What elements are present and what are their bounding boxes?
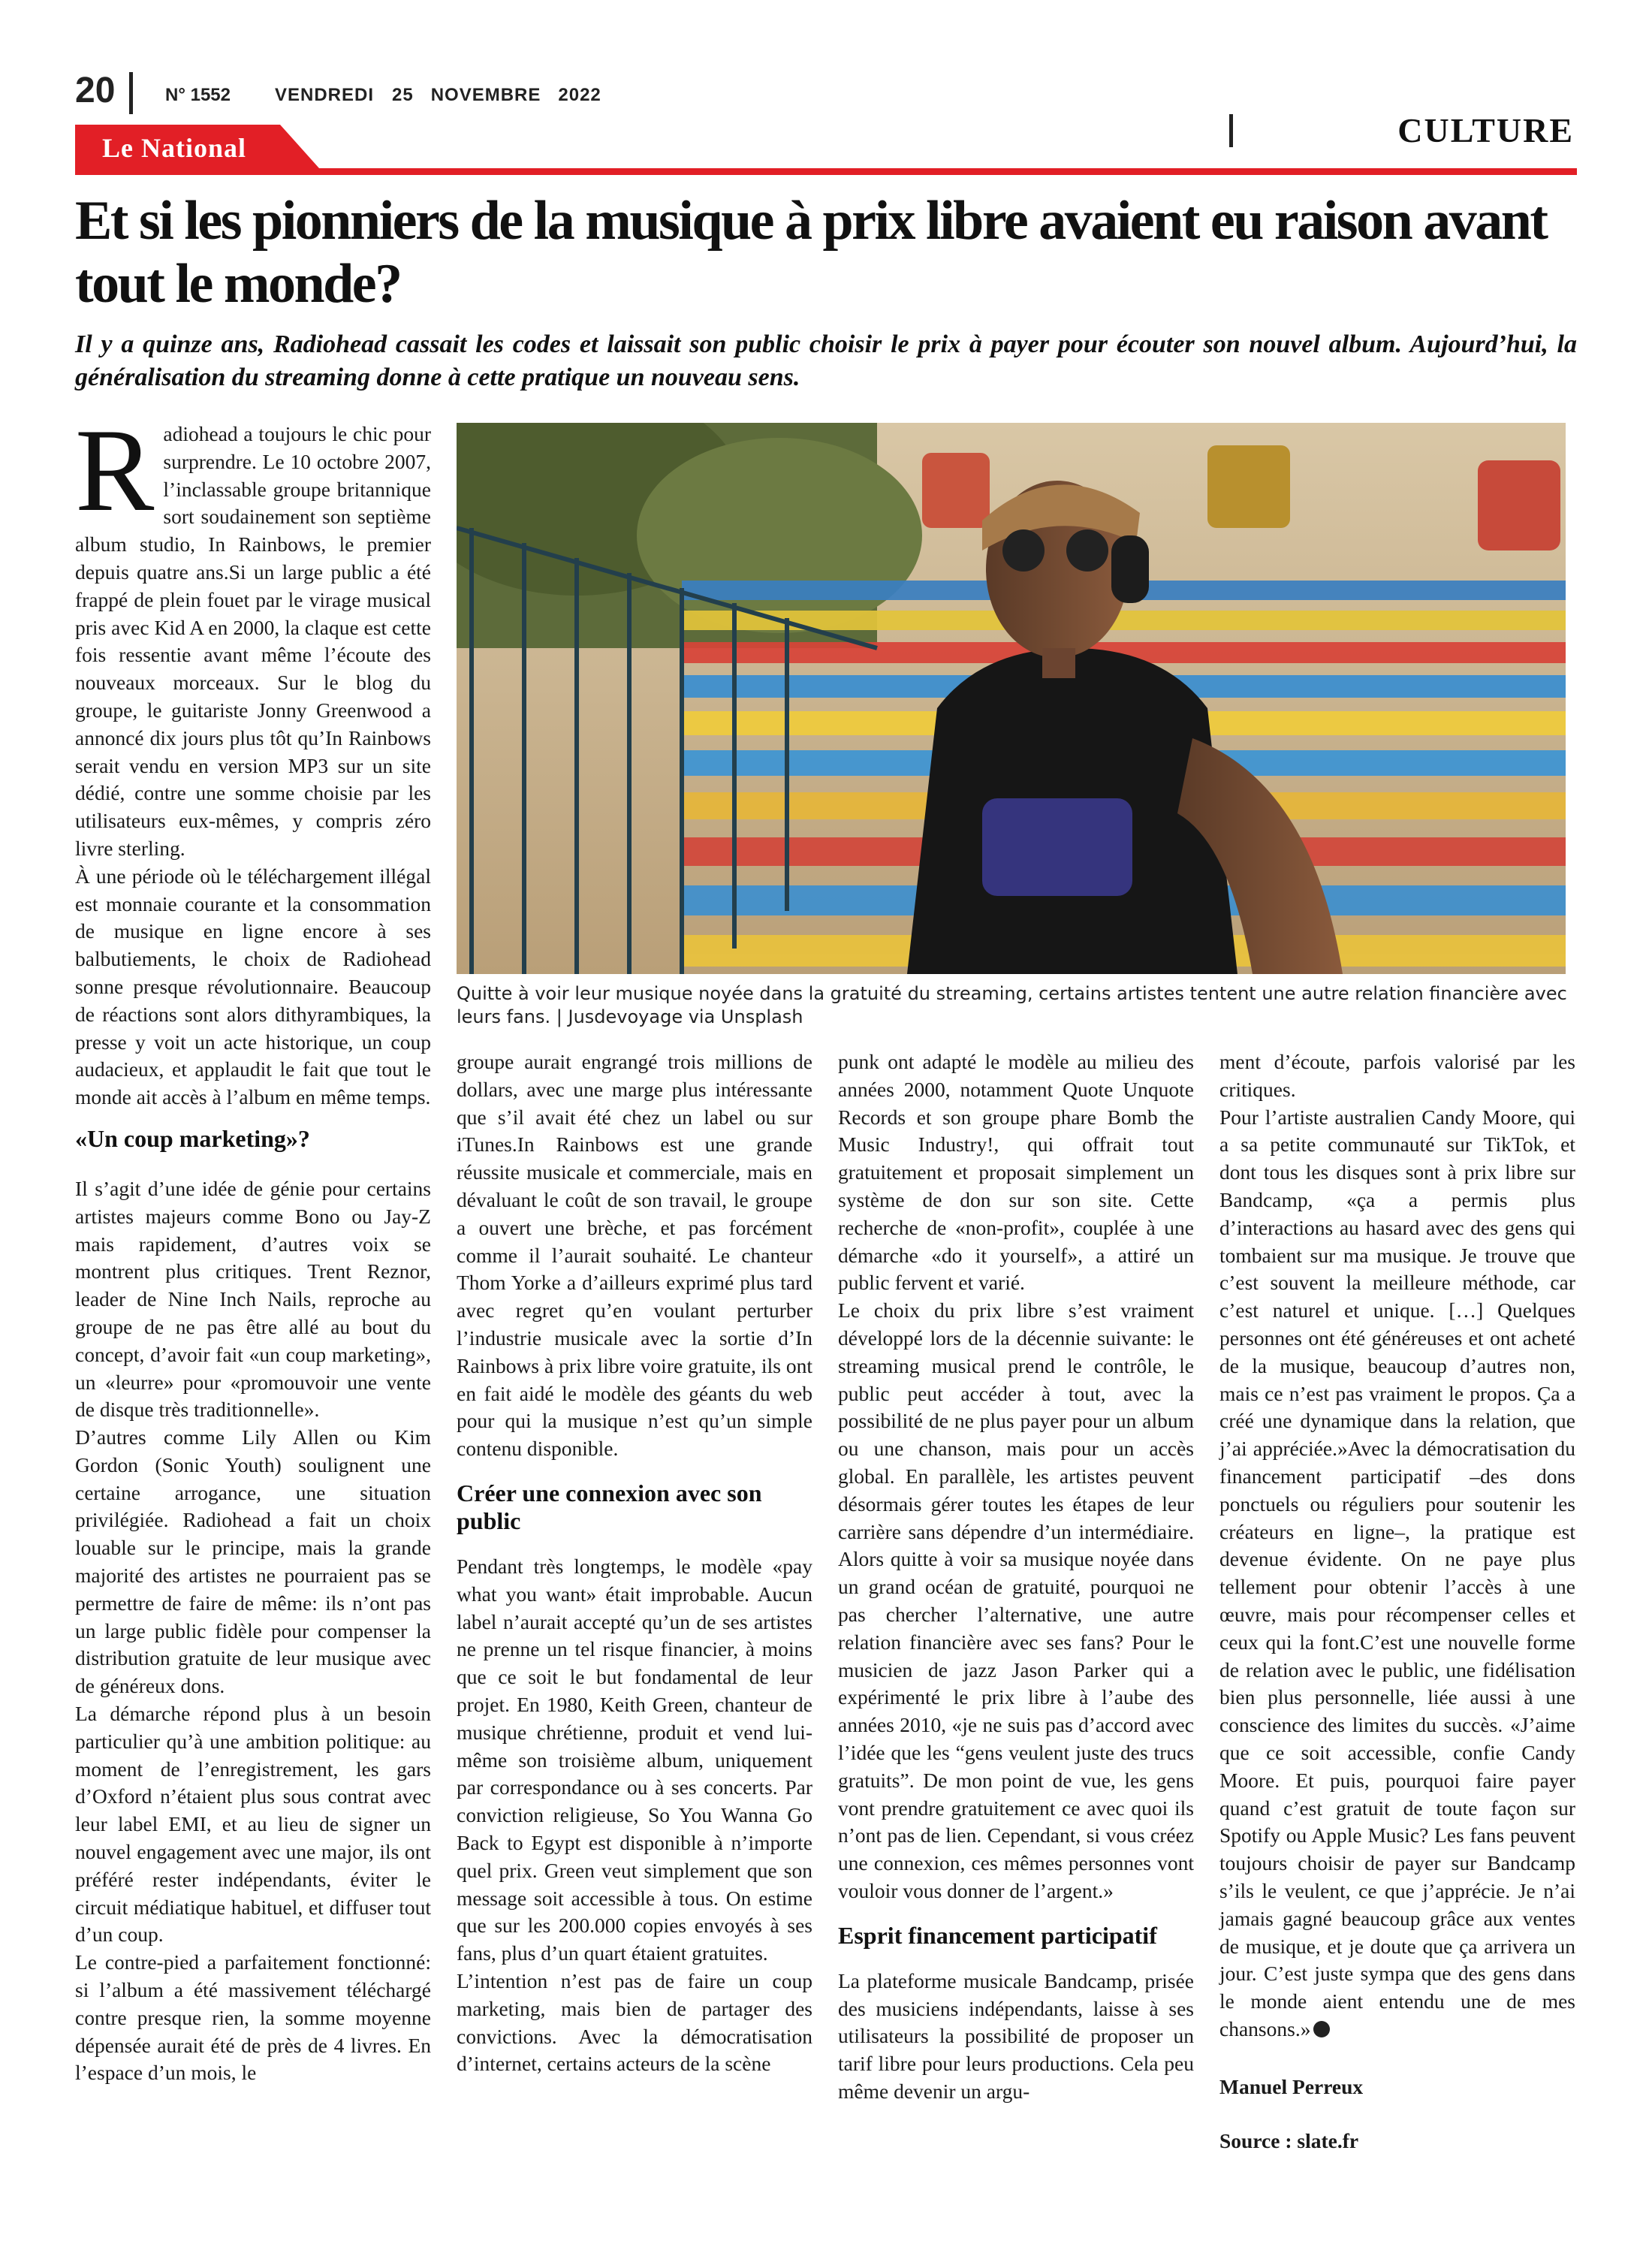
article-column-4 (1219, 1048, 1575, 2155)
article-column-2 (457, 1048, 812, 2078)
article-photo (457, 423, 1566, 974)
article-column-1 (75, 405, 431, 2087)
article-paragraph: punk ont adapté le modèle au milieu des années 2000, notamment Quote Unquote Records et son groupe phare Bomb the Music Industry!, qui offrait tout gratuitement et proposait simplement un système de don sur son site. Cette recherche de «non-profit», couplée à une démarche «do it yourself», a attiré un public fervent et varié. (838, 1050, 1194, 1295)
article-column-3 (838, 1048, 1194, 2106)
paragraph-text: Pour l’artiste australien Candy Moore, qui a sa petite communauté sur TikTok, et dont tous les disques sont à prix libre sur Bandcamp, «ça a permis plus d’interactions au hasard avec des gens qui tombaient sur ma musique. Je trouve que c’est souvent la meilleure méthode, car c’est naturel et unique. […] Quelques personnes ont été généreuses et ont acheté de la musique, beaucoup d’autres non, mais ce n’est pas vraiment le propos. Ça a créé une dynamique dans la relation, que j’ai appréciée.»Avec la démocratisation du financement participatif –des dons ponctuels ou réguliers pour soutenir les créateurs en ligne–, la pratique est devenue évidente. On ne paye plus tellement pour obtenir l’accès à une œuvre, mais pour récompenser celles et ceux qui la font.C’est une nouvelle forme de relation avec le public, une fidélisation bien plus personnelle, liée aussi à une conscience des limites du succès. «J’aime que ce soit accessible, confie Candy Moore. Et puis, pourquoi faire payer quand c’est gratuit de toute façon sur Spotify ou Apple Music? Les fans peuvent toujours choisir de payer sur Bandcamp s’ils le veulent, ce que j’apprécie. Je n’ai jamais gagné beaucoup grâce aux ventes de musique, et je doute que ça arrivera un jour. C’est juste sympa que des gens dans le monde aient entendu une de mes chansons.» (1219, 1105, 1575, 2040)
article-paragraph: ment d’écoute, parfois valorisé par les critiques. (1219, 1050, 1575, 1101)
paragraph-text: adiohead a toujours le chic pour surprendre. Le 10 octobre 2007, l’inclassable groupe britannique sort soudainement son septième album studio, In Rainbows, le premier depuis quatre ans.Si un large public a été frappé de plein fouet par le virage musical pris avec Kid A en 2000, la claque est cette fois ressentie avant même l’écoute des nouveaux morceaux. Sur le blog du groupe, le guitariste Jonny Greenwood a annoncé dix jours plus tôt qu’In Rainbows serait vendu en version MP3 sur un site dédié, contre une somme choisie par les utilisateurs eux-mêmes, y compris zéro livre sterling. (75, 422, 431, 860)
article-paragraph: Il s’agit d’une idée de génie pour certains artistes majeurs comme Bono ou Jay-Z mais rapidement, d’autres voix se montrent plus critiques. Trent Reznor, leader de Nine Inch Nails, reproche au groupe de ne pas être allé au bout du concept, d’avoir fait «un coup marketing», un «leurre» pour «promouvoir une vente de disque très traditionnelle». (75, 1176, 431, 1422)
header-rule (75, 168, 1577, 175)
article-paragraph: Pendant très longtemps, le modèle «pay what you want» était improbable. Aucun label n’aurait accepté qu’un de ses artistes ne prenne un tel risque financier, à moins que ce soit le but fondamental de leur projet. En 1980, Keith Green, chanteur de musique chrétienne, produit et vend lui-même son troisième album, uniquement par correspondance ou à ses concerts. Par conviction religieuse, So You Wanna Go Back to Egypt est disponible à n’importe quel prix. Green veut simplement que son message soit accessible à tous. On estime que sur les 200.000 copies envoyés à ses fans, plus d’un quart étaient gratuites. (457, 1554, 812, 1965)
article-paragraph: La plateforme musicale Bandcamp, prisée des musiciens indépendants, laisse à ses utilisateurs la possibilité de proposer un tarif libre pour leurs productions. Cela peu même devenir un argu- (838, 1968, 1194, 2103)
issue-date: 25 NOVEMBRE 2022 (392, 85, 601, 105)
article-source: Source : slate.fr (1219, 2129, 1359, 2153)
section-name: CULTURE (1397, 111, 1574, 149)
article-deck: Il y a quinze ans, Radiohead cassait les codes et laissait son public choisir le prix à payer pour écouter son nouvel album. Aujourd’hui, la généralisation du streaming donne à cette pratique un nouveau sens. (75, 330, 1577, 391)
subheading: Esprit financement participatif (838, 1921, 1157, 1949)
photo-caption: Quitte à voir leur musique noyée dans la gratuité du streaming, certains artistes tentent une autre relation financière avec leurs fans. | Jusdevoyage via Unsplash (457, 983, 1567, 1027)
page-number: 20 (75, 71, 116, 110)
subheading: Créer une connexion avec son public (457, 1479, 762, 1534)
article-paragraph: À une période où le téléchargement illégal est monnaie courante et la consommation de musique en ligne encore à ses balbutiements, le choix de Radiohead sonne presque révolutionnaire. Beaucoup de réactions sont alors dithyrambiques, la presse y voit un acte historique, un coup audacieux, et applaudit le fait que tout le monde ait accès à l’album en même temps. (75, 864, 431, 1109)
article-paragraph: D’autres comme Lily Allen ou Kim Gordon (Sonic Youth) soulignent une certaine arrogance, une situation privilégiée. Radiohead a fait un choix louable sur le principe, mais la grande majorité des artistes ne pourraient pas se permettre de faire de même: ils n’ont pas un large public fidèle pour compenser la distribution gratuite de leur musique avec de généreux dons. (75, 1425, 431, 1698)
drop-cap: R (75, 405, 155, 536)
end-of-article-icon (1313, 2021, 1330, 2037)
photo-illustration (457, 423, 1566, 974)
section-divider (1229, 114, 1233, 147)
article-headline: Et si les pionniers de la musique à prix libre avaient eu raison avant tout le monde? (75, 190, 1547, 315)
issue-number: N° 1552 (165, 85, 231, 105)
subheading: «Un coup marketing»? (75, 1124, 310, 1152)
issue-day: VENDREDI (275, 85, 375, 105)
article-paragraph: La démarche répond plus à un besoin particulier qu’à une ambition politique: au moment de l’enregistrement, les gars d’Oxford n’étaient plus sous contrat avec leur label EMI, et au lieu de signer un nouvel engagement avec une major, ils ont préféré rester indépendants, éviter le circuit médiatique habituel, et diffuser tout d’un coup. (75, 1702, 431, 1947)
page-number-divider (129, 72, 133, 114)
article-paragraph: groupe aurait engrangé trois millions de dollars, avec une marge plus intéressante que s’il avait été chez un label ou sur iTunes.In Rainbows est une grande réussite musicale et commerciale, mais en dévaluant le coût de son travail, le groupe a ouvert une brèche, et pas forcément comme il l’aurait souhaité. Le chanteur Thom Yorke a d’ailleurs exprimé plus tard avec regret qu’en voulant perturber l’industrie musicale avec la sortie d’In Rainbows à prix libre voire gratuite, ils ont en fait aidé le modèle des géants du web pour qui la musique n’est qu’un simple contenu disponible. (457, 1050, 812, 1461)
article-paragraph (1219, 1104, 1575, 2043)
article-paragraph (75, 405, 431, 863)
article-paragraph: Le contre-pied a parfaitement fonctionné: si l’album a été massivement téléchargé contre presque rien, la somme moyenne dépensée aurait été de près de 4 livres. En l’espace d’un mois, le (75, 1950, 431, 2085)
newspaper-tag-label: Le National (102, 133, 247, 163)
article-paragraph: Le choix du prix libre s’est vraiment développé lors de la décennie suivante: le streaming musical prend le contrôle, le public peut accéder à tout, avec la possibilité de ne plus payer pour un album ou une chanson, mais pour un accès global. En parallèle, les artistes peuvent désormais gérer toutes les étapes de leur carrière sans dépendre d’un intermédiaire. Alors quitte à voir sa musique noyée dans un grand océan de gratuité, pourquoi ne pas chercher l’alternative, une autre relation financière avec ses fans? Pour le musicien de jazz Jason Parker qui a expérimenté le prix libre à l’aube des années 2010, «je ne suis pas d’accord avec l’idée que les “gens veulent juste des trucs gratuits”. De mon point de vue, les gens vont prendre gratuitement ce avec quoi ils n’ont pas de lien. Cependant, si vous créez une connexion, ces mêmes personnes vont vouloir vous donner de l’argent.» (838, 1298, 1194, 1902)
article-author: Manuel Perreux (1219, 2074, 1364, 2098)
article-paragraph: L’intention n’est pas de faire un coup marketing, mais bien de partager des convictions. Avec la démocratisation d’internet, certains acteurs de la scène (457, 1968, 812, 2076)
